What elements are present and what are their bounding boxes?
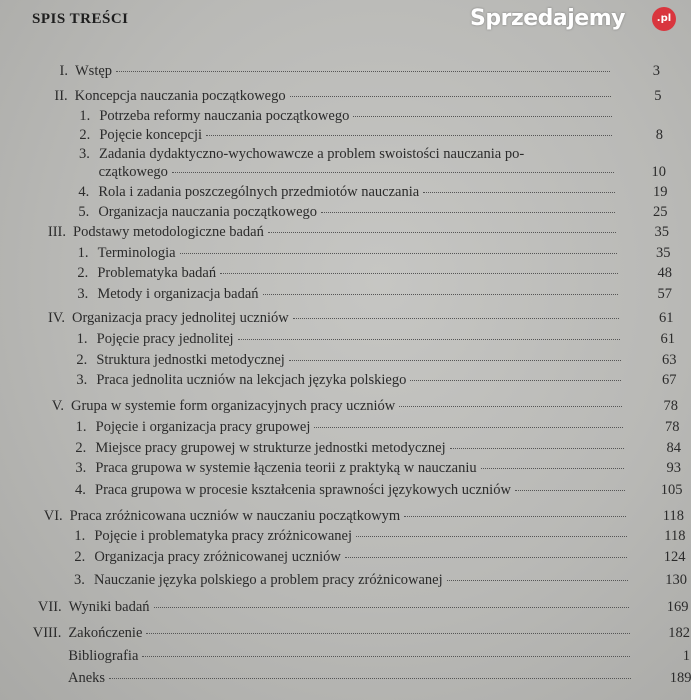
toc-entry [0,352,691,369]
chapter-number: VI. [43,508,63,524]
toc-entry [0,127,691,144]
entry-title: Metody i organizacja badań [97,286,259,302]
page-number: 57 [657,286,672,302]
toc-entry [0,265,691,282]
page-number: 182 [668,625,690,641]
entry-title: Grupa w systemie form organizacyjnych pracy uczniów [71,398,396,414]
toc-entry [0,146,691,163]
entry-title: Koncepcja nauczania początkowego [74,88,286,104]
toc-entry [0,599,691,616]
page-title: SPIS TREŚCI [32,11,129,27]
section-number: 4. [78,184,90,200]
page-number: 67 [662,372,677,388]
entry-title: Problematyka badań [97,265,217,281]
chapter-number: VIII. [32,625,62,641]
entry-title: Zadania dydaktyczno-wychowawcze a problem swoistości nauczania po- [99,146,525,162]
dot-leader [515,490,625,491]
toc-entry [0,204,691,221]
chapter-number: V. [51,398,64,414]
dot-leader [356,536,627,537]
dot-leader [321,212,615,213]
toc-entry [0,549,691,566]
toc-entry [0,372,691,389]
toc-entry [0,625,691,642]
page-number: 3 [652,63,660,79]
entry-title: Nauczanie języka polskiego a problem pracy zróżnicowanej [94,572,443,588]
dot-leader [450,448,624,449]
page-number: 5 [654,88,662,104]
toc-entry [0,482,691,499]
toc-entry [0,440,691,457]
section-number: 1. [76,331,88,347]
page-number: 35 [654,224,669,240]
dot-leader [481,468,624,469]
toc-entry [0,572,691,589]
page-number: 93 [666,460,681,476]
entry-title: Praca grupowa w procesie kształcenia sprawności językowych uczniów [95,482,511,498]
section-number: 2. [75,440,87,456]
entry-title: Zakończenie [68,625,143,641]
entry-title: Organizacja pracy zróżnicowanej uczniów [94,549,341,565]
dot-leader [404,516,626,517]
dot-leader [353,116,612,117]
entry-title: Struktura jednostki metodycznej [96,352,285,368]
section-number: 2. [79,127,91,143]
page-number: 35 [656,245,671,261]
entry-title: Praca grupowa w systemie łączenia teorii z praktyką w nauczaniu [95,460,477,476]
section-number: 3. [76,372,88,388]
entry-title: Bibliografia [68,648,139,664]
toc-entry [0,164,691,181]
page-number: 61 [660,331,675,347]
dot-leader [345,557,627,558]
page-number: 25 [653,204,668,220]
chapter-number: VII. [37,599,62,615]
page-number: 130 [665,572,687,588]
toc-entry [0,184,691,201]
section-number: 2. [74,549,86,565]
entry-title: Pojęcie i organizacja pracy grupowej [95,419,311,435]
page-number: 8 [655,127,663,143]
entry-title: Organizacja nauczania początkowego [98,204,318,220]
toc-entry [0,310,691,327]
page-number: 63 [662,352,677,368]
dot-leader [268,232,616,233]
entry-title: Praca jednolita uczniów na lekcjach języka polskiego [96,372,407,388]
page-number: 118 [664,528,686,544]
toc-entry [0,88,691,105]
toc-entry [0,331,691,348]
dot-leader [172,172,614,173]
dot-leader [263,294,618,295]
page-number: 78 [665,419,680,435]
entry-title: Pojęcie koncepcji [99,127,202,143]
dot-leader [293,318,619,319]
entry-title: Pojęcie i problematyka pracy zróżnicowanej [94,528,352,544]
section-number: 3. [74,572,85,588]
toc-entry [0,108,691,125]
dot-leader [447,580,628,581]
dot-leader [142,656,630,657]
entry-title: Wyniki badań [68,599,150,615]
toc-entry [0,648,691,665]
entry-title: Aneks [68,670,106,686]
entry-title: Miejsce pracy grupowej w strukturze jednostki metodycznej [95,440,446,456]
toc-entry [0,528,691,545]
section-number: 1. [79,108,91,124]
entry-title: Podstawy metodologiczne badań [73,224,264,240]
dot-leader [290,96,611,97]
dot-leader [410,380,621,381]
toc-entry [0,419,691,436]
section-number: 3. [79,146,90,162]
page-number: 78 [663,398,678,414]
toc-entry [0,286,691,303]
section-number: 1. [77,245,89,261]
toc-entry [0,398,691,415]
section-number: 1. [75,419,87,435]
dot-leader [146,633,630,634]
section-number: 5. [78,204,90,220]
watermark-badge: .pl [652,7,676,31]
chapter-number: II. [54,88,68,104]
page-number: 48 [657,265,672,281]
entry-title: Wstęp [75,63,113,79]
dot-leader [180,253,617,254]
toc-entry [0,670,691,687]
toc-entry [0,508,691,525]
toc-entry [0,224,691,241]
section-number: 2. [77,265,89,281]
entry-title: Terminologia [97,245,176,261]
entry-title: czątkowego [98,164,168,180]
entry-title: Organizacja pracy jednolitej uczniów [72,310,289,326]
page-number: 105 [660,482,683,498]
page-number: 189 [669,670,691,686]
page-number: 118 [662,508,684,524]
toc-entry [0,245,691,262]
dot-leader [314,427,623,428]
dot-leader [220,273,618,274]
toc-entry [0,460,691,477]
toc-entry [0,63,691,80]
chapter-number: I. [59,63,68,79]
dot-leader [154,607,629,608]
page-number: 1 [682,648,690,664]
section-number: 2. [76,352,88,368]
dot-leader [289,360,621,361]
chapter-number: IV. [47,310,65,326]
chapter-number: III. [47,224,66,240]
dot-leader [109,678,631,679]
dot-leader [206,135,612,136]
section-number: 4. [75,482,86,498]
section-number: 1. [74,528,86,544]
page-number: 169 [666,599,689,615]
page-number: 10 [651,164,666,180]
dot-leader [423,192,615,193]
dot-leader [238,339,620,340]
dot-leader [399,406,622,407]
entry-title: Praca zróżnicowana uczniów w nauczaniu początkowym [69,508,401,524]
section-number: 3. [75,460,87,476]
page-number: 61 [659,310,674,326]
watermark-logo: Sprzedajemy [470,6,625,31]
section-number: 3. [77,286,89,302]
page-number: 84 [666,440,681,456]
entry-title: Pojęcie pracy jednolitej [96,331,234,347]
entry-title: Rola i zadania poszczególnych przedmiotów nauczania [98,184,420,200]
page-number: 124 [663,549,686,565]
entry-title: Potrzeba reformy nauczania początkowego [99,108,350,124]
dot-leader [116,71,610,72]
page-number: 19 [653,184,668,200]
